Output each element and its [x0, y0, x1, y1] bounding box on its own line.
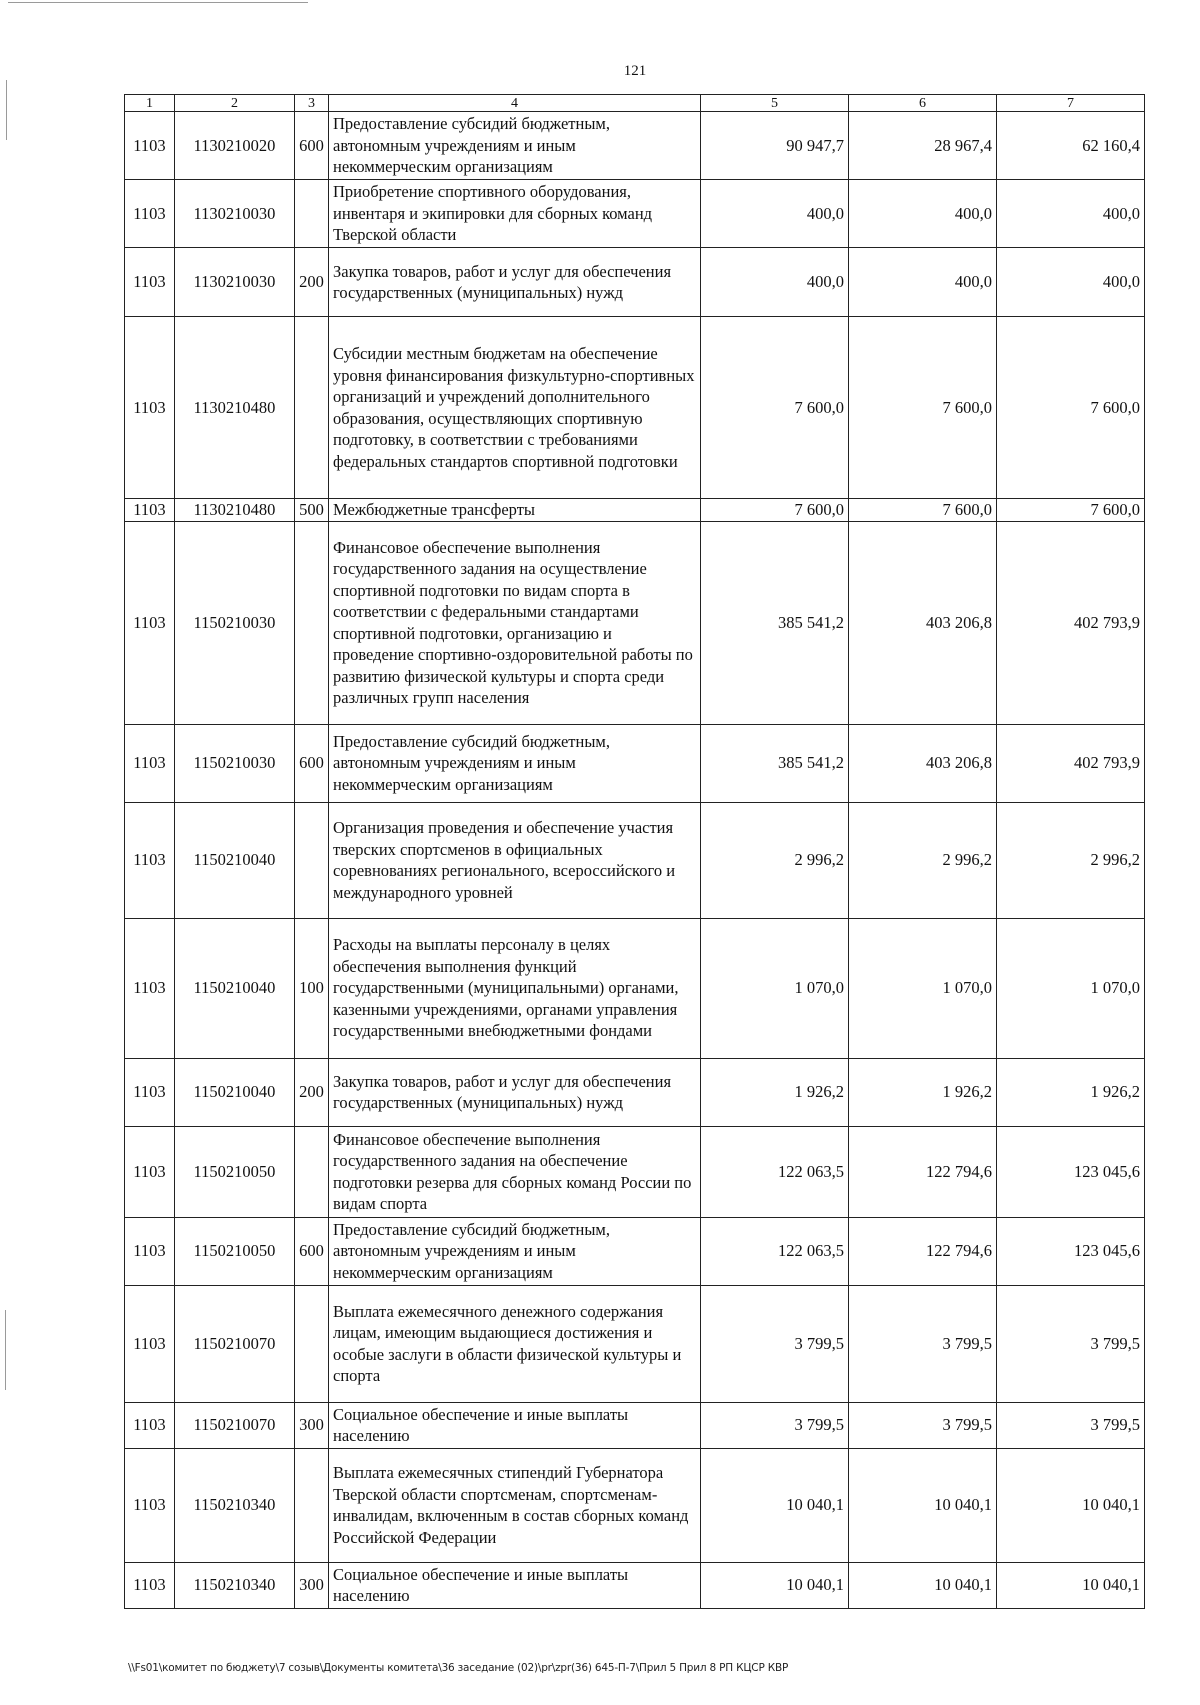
- amount-col6-cell: 7 600,0: [849, 317, 997, 499]
- section-code-cell: 1103: [125, 1402, 175, 1448]
- expense-type-cell: 500: [295, 499, 329, 522]
- amount-col5-cell: 7 600,0: [701, 499, 849, 522]
- amount-col7-cell: 62 160,4: [997, 112, 1145, 180]
- amount-col7-cell: 7 600,0: [997, 499, 1145, 522]
- description-cell: Расходы на выплаты персоналу в целях обеспечения выполнения функций государственными (муниципальными) органами, казенными учреждениями, органами управления государственными внебюджетными фондами: [329, 918, 701, 1058]
- section-code-cell: 1103: [125, 499, 175, 522]
- amount-col7-cell: 123 045,6: [997, 1126, 1145, 1217]
- target-article-cell: 1130210480: [175, 317, 295, 499]
- amount-col7-cell: 1 926,2: [997, 1058, 1145, 1126]
- table-row: [125, 1058, 1145, 1126]
- description-cell: Финансовое обеспечение выполнения государственного задания на обеспечение подготовки резерва для сборных команд России по видам спорта: [329, 1126, 701, 1217]
- description-cell: Субсидии местным бюджетам на обеспечение уровня финансирования физкультурно-спортивных организаций и учреждений дополнительного образования, осуществляющих спортивную подготовку, в соответствии с требованиями федеральных стандартов спортивной подготовки: [329, 317, 701, 499]
- table-row: [125, 499, 1145, 522]
- expense-type-cell: 300: [295, 1402, 329, 1448]
- table-row: [125, 724, 1145, 802]
- description-cell: Закупка товаров, работ и услуг для обеспечения государственных (муниципальных) нужд: [329, 1058, 701, 1126]
- amount-col5-cell: 400,0: [701, 248, 849, 317]
- amount-col6-cell: 7 600,0: [849, 499, 997, 522]
- amount-col5-cell: 400,0: [701, 180, 849, 248]
- description-cell: Выплата ежемесячных стипендий Губернатора Тверской области спортсменам, спортсменам-инвалидам, включенным в состав сборных команд Российской Федерации: [329, 1448, 701, 1562]
- amount-col6-cell: 1 070,0: [849, 918, 997, 1058]
- target-article-cell: 1150210030: [175, 724, 295, 802]
- target-article-cell: 1150210040: [175, 1058, 295, 1126]
- amount-col7-cell: 402 793,9: [997, 724, 1145, 802]
- col-header-6: 6: [849, 95, 997, 112]
- amount-col5-cell: 385 541,2: [701, 521, 849, 724]
- amount-col6-cell: 122 794,6: [849, 1217, 997, 1285]
- amount-col7-cell: 10 040,1: [997, 1562, 1145, 1608]
- table-row: [125, 1402, 1145, 1448]
- expense-type-cell: 300: [295, 1562, 329, 1608]
- description-cell: Закупка товаров, работ и услуг для обеспечения государственных (муниципальных) нужд: [329, 248, 701, 317]
- description-cell: Приобретение спортивного оборудования, инвентаря и экипировки для сборных команд Тверской области: [329, 180, 701, 248]
- scan-artifact-left-2: [5, 1310, 6, 1390]
- amount-col7-cell: 402 793,9: [997, 521, 1145, 724]
- col-header-2: 2: [175, 95, 295, 112]
- amount-col5-cell: 10 040,1: [701, 1448, 849, 1562]
- amount-col5-cell: 122 063,5: [701, 1126, 849, 1217]
- section-code-cell: 1103: [125, 1562, 175, 1608]
- expense-type-cell: 600: [295, 1217, 329, 1285]
- amount-col6-cell: 400,0: [849, 248, 997, 317]
- amount-col7-cell: 3 799,5: [997, 1402, 1145, 1448]
- scan-artifact-left: [6, 80, 7, 140]
- target-article-cell: 1150210070: [175, 1402, 295, 1448]
- amount-col6-cell: 10 040,1: [849, 1448, 997, 1562]
- section-code-cell: 1103: [125, 1126, 175, 1217]
- table-row: [125, 1217, 1145, 1285]
- description-cell: Предоставление субсидий бюджетным, автономным учреждениям и иным некоммерческим организациям: [329, 724, 701, 802]
- table-row: [125, 1126, 1145, 1217]
- description-cell: Предоставление субсидий бюджетным, автономным учреждениям и иным некоммерческим организациям: [329, 1217, 701, 1285]
- amount-col7-cell: 10 040,1: [997, 1448, 1145, 1562]
- target-article-cell: 1150210070: [175, 1285, 295, 1402]
- amount-col6-cell: 1 926,2: [849, 1058, 997, 1126]
- target-article-cell: 1150210050: [175, 1217, 295, 1285]
- amount-col6-cell: 10 040,1: [849, 1562, 997, 1608]
- expense-type-cell: 600: [295, 724, 329, 802]
- expense-type-cell: 200: [295, 1058, 329, 1126]
- amount-col6-cell: 2 996,2: [849, 802, 997, 918]
- table-row: [125, 180, 1145, 248]
- amount-col5-cell: 122 063,5: [701, 1217, 849, 1285]
- amount-col6-cell: 122 794,6: [849, 1126, 997, 1217]
- amount-col5-cell: 385 541,2: [701, 724, 849, 802]
- target-article-cell: 1150210040: [175, 802, 295, 918]
- section-code-cell: 1103: [125, 802, 175, 918]
- target-article-cell: 1130210480: [175, 499, 295, 522]
- expense-type-cell: [295, 180, 329, 248]
- table-row: [125, 1562, 1145, 1608]
- col-header-4: 4: [329, 95, 701, 112]
- amount-col7-cell: 400,0: [997, 180, 1145, 248]
- target-article-cell: 1130210020: [175, 112, 295, 180]
- table-row: [125, 521, 1145, 724]
- target-article-cell: 1150210030: [175, 521, 295, 724]
- amount-col7-cell: 1 070,0: [997, 918, 1145, 1058]
- section-code-cell: 1103: [125, 1217, 175, 1285]
- expense-type-cell: 200: [295, 248, 329, 317]
- scan-artifact-top: [8, 2, 308, 3]
- section-code-cell: 1103: [125, 1058, 175, 1126]
- amount-col6-cell: 3 799,5: [849, 1285, 997, 1402]
- expense-type-cell: [295, 1448, 329, 1562]
- description-cell: Организация проведения и обеспечение участия тверских спортсменов в официальных соревнованиях регионального, всероссийского и международного уровней: [329, 802, 701, 918]
- description-cell: Предоставление субсидий бюджетным, автономным учреждениям и иным некоммерческим организациям: [329, 112, 701, 180]
- section-code-cell: 1103: [125, 1448, 175, 1562]
- table-row: [125, 317, 1145, 499]
- table-row: [125, 918, 1145, 1058]
- col-header-7: 7: [997, 95, 1145, 112]
- amount-col7-cell: 400,0: [997, 248, 1145, 317]
- col-header-5: 5: [701, 95, 849, 112]
- expense-type-cell: [295, 521, 329, 724]
- page-number: 121: [623, 63, 647, 79]
- file-path-footer: \\Fs01\комитет по бюджету\7 созыв\Документы комитета\36 заседание (02)\pr\zpr(36) 645-П-7\Прил 5 Прил 8 РП КЦСР КВР: [128, 1662, 789, 1674]
- section-code-cell: 1103: [125, 112, 175, 180]
- section-code-cell: 1103: [125, 180, 175, 248]
- table-row: [125, 1448, 1145, 1562]
- table-row: [125, 802, 1145, 918]
- amount-col7-cell: 3 799,5: [997, 1285, 1145, 1402]
- col-header-3: 3: [295, 95, 329, 112]
- amount-col5-cell: 1 070,0: [701, 918, 849, 1058]
- description-cell: Социальное обеспечение и иные выплаты населению: [329, 1402, 701, 1448]
- expense-type-cell: [295, 1285, 329, 1402]
- header-row: [125, 95, 1145, 112]
- target-article-cell: 1130210030: [175, 248, 295, 317]
- target-article-cell: 1130210030: [175, 180, 295, 248]
- description-cell: Социальное обеспечение и иные выплаты населению: [329, 1562, 701, 1608]
- amount-col6-cell: 400,0: [849, 180, 997, 248]
- expense-type-cell: 100: [295, 918, 329, 1058]
- amount-col5-cell: 10 040,1: [701, 1562, 849, 1608]
- budget-table: [124, 94, 1145, 1609]
- table-row: [125, 112, 1145, 180]
- amount-col6-cell: 28 967,4: [849, 112, 997, 180]
- amount-col7-cell: 123 045,6: [997, 1217, 1145, 1285]
- expense-type-cell: 600: [295, 112, 329, 180]
- description-cell: Финансовое обеспечение выполнения государственного задания на осуществление спортивной подготовки по видам спорта в соответствии с федеральными стандартами спортивной подготовки, организацию и проведение спортивно-оздоровительной работы по развитию физической культуры и спорта среди различных групп населения: [329, 521, 701, 724]
- amount-col5-cell: 3 799,5: [701, 1285, 849, 1402]
- expense-type-cell: [295, 317, 329, 499]
- amount-col7-cell: 2 996,2: [997, 802, 1145, 918]
- section-code-cell: 1103: [125, 724, 175, 802]
- table-body: [125, 112, 1145, 1609]
- amount-col7-cell: 7 600,0: [997, 317, 1145, 499]
- amount-col5-cell: 90 947,7: [701, 112, 849, 180]
- description-cell: Межбюджетные трансферты: [329, 499, 701, 522]
- section-code-cell: 1103: [125, 918, 175, 1058]
- amount-col5-cell: 3 799,5: [701, 1402, 849, 1448]
- amount-col5-cell: 2 996,2: [701, 802, 849, 918]
- expense-type-cell: [295, 802, 329, 918]
- target-article-cell: 1150210040: [175, 918, 295, 1058]
- amount-col5-cell: 1 926,2: [701, 1058, 849, 1126]
- section-code-cell: 1103: [125, 248, 175, 317]
- section-code-cell: 1103: [125, 1285, 175, 1402]
- target-article-cell: 1150210050: [175, 1126, 295, 1217]
- table-row: [125, 1285, 1145, 1402]
- section-code-cell: 1103: [125, 317, 175, 499]
- amount-col5-cell: 7 600,0: [701, 317, 849, 499]
- target-article-cell: 1150210340: [175, 1448, 295, 1562]
- description-cell: Выплата ежемесячного денежного содержания лицам, имеющим выдающиеся достижения и особые заслуги в области физической культуры и спорта: [329, 1285, 701, 1402]
- amount-col6-cell: 403 206,8: [849, 521, 997, 724]
- amount-col6-cell: 3 799,5: [849, 1402, 997, 1448]
- amount-col6-cell: 403 206,8: [849, 724, 997, 802]
- section-code-cell: 1103: [125, 521, 175, 724]
- expense-type-cell: [295, 1126, 329, 1217]
- target-article-cell: 1150210340: [175, 1562, 295, 1608]
- table-row: [125, 248, 1145, 317]
- col-header-1: 1: [125, 95, 175, 112]
